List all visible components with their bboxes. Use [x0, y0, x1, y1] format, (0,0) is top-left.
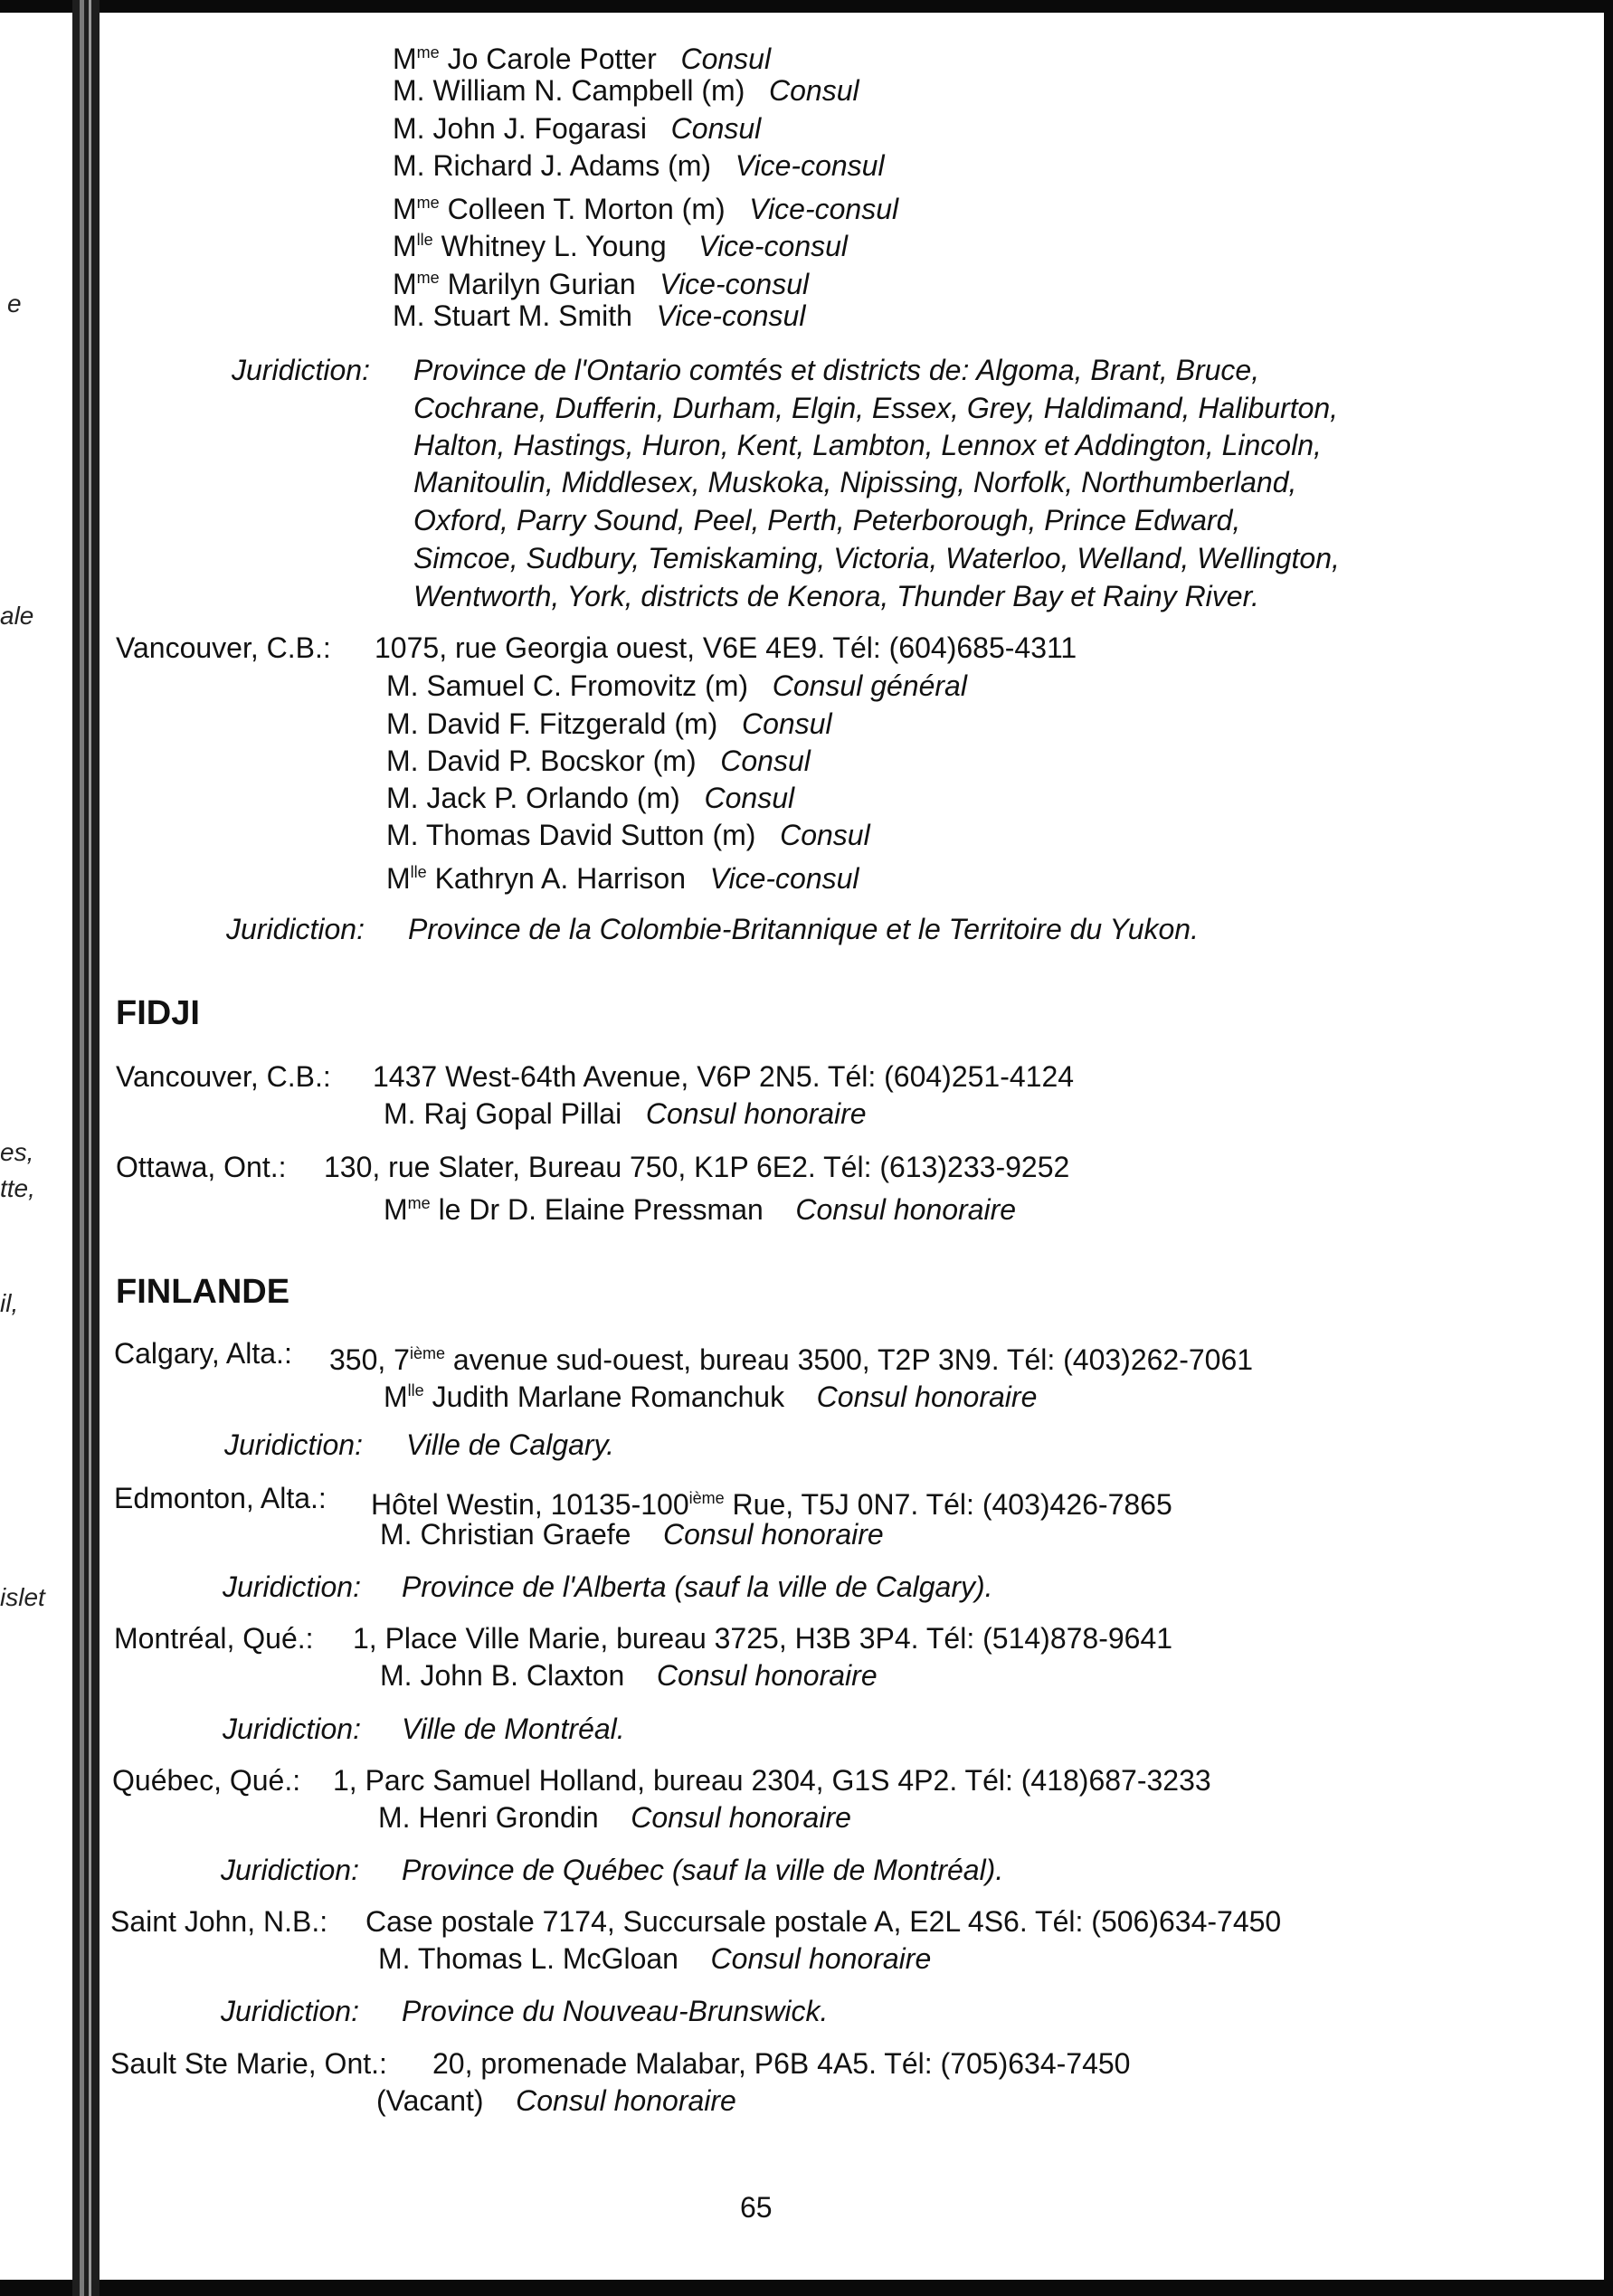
consul-entry: M. John B. Claxton Consul honoraire — [380, 1659, 878, 1692]
consul-entry: $M^{lle}$ Judith Marlane Romanchuk Consul honoraire — [384, 1380, 1038, 1413]
consul-entry: M. Richard J. Adams (m) Vice-consul — [393, 149, 885, 182]
office-city: Calgary, Alta.: — [114, 1337, 292, 1370]
jurisdiction-line: Cochrane, Dufferin, Durham, Elgin, Essex, Grey, Haldimand, Haliburton, — [413, 392, 1339, 424]
office-city: Vancouver, C.B.: — [116, 631, 331, 664]
jurisdiction-label: Juridiction: — [223, 1570, 361, 1603]
consul-entry: $M^{lle}$ Whitney L. Young Vice-consul — [393, 230, 849, 262]
office-address: 20, promenade Malabar, P6B 4A5. Tél: (705)634-7450 — [432, 2047, 1131, 2080]
consul-entry: $M^{me}$ Jo Carole Potter Consul — [393, 43, 772, 75]
consul-entry: M. Raj Gopal Pillai Consul honoraire — [384, 1097, 867, 1130]
margin-fragment: ale — [0, 602, 34, 630]
page-number: 65 — [740, 2191, 773, 2224]
consul-entry: M. Henri Grondin Consul honoraire — [378, 1801, 851, 1834]
margin-fragment: il, — [0, 1289, 19, 1317]
office-address: 1075, rue Georgia ouest, V6E 4E9. Tél: (604)685-4311 — [375, 631, 1077, 664]
consul-entry: M. John J. Fogarasi Consul — [393, 112, 762, 145]
consul-entry: (Vacant) Consul honoraire — [376, 2084, 736, 2117]
book-spine — [72, 0, 100, 2296]
jurisdiction-text: Province de l'Alberta (sauf la ville de Calgary). — [402, 1570, 993, 1603]
consul-entry: $M^{me}$ Marilyn Gurian Vice-consul — [393, 268, 810, 300]
office-address: 1, Place Ville Marie, bureau 3725, H3B 3P4. Tél: (514)878-9641 — [353, 1622, 1173, 1655]
office-address: 1, Parc Samuel Holland, bureau 2304, G1S 4P2. Tél: (418)687-3233 — [333, 1764, 1211, 1797]
consul-entry: M. Samuel C. Fromovitz (m) Consul général — [386, 669, 967, 702]
jurisdiction-line: Halton, Hastings, Huron, Kent, Lambton, Lennox et Addington, Lincoln, — [413, 429, 1322, 461]
jurisdiction-line: Simcoe, Sudbury, Temiskaming, Victoria, Waterloo, Welland, Wellington, — [413, 542, 1340, 574]
office-city: Sault Ste Marie, Ont.: — [110, 2047, 387, 2080]
scan-top-edge — [0, 0, 1613, 13]
margin-fragment: e — [7, 289, 22, 318]
consul-entry: M. Christian Graefe Consul honoraire — [380, 1518, 884, 1551]
jurisdiction-text: Province du Nouveau-Brunswick. — [402, 1995, 829, 2027]
consul-entry: $M^{me}$ Colleen T. Morton (m) Vice-consul — [393, 193, 899, 225]
margin-fragment: tte, — [0, 1174, 35, 1202]
consul-entry: M. David F. Fitzgerald (m) Consul — [386, 707, 832, 740]
jurisdiction-label: Juridiction: — [223, 1713, 361, 1745]
office-city: Montréal, Qué.: — [114, 1622, 314, 1655]
jurisdiction-label: Juridiction: — [226, 913, 365, 945]
margin-fragment: es, — [0, 1138, 34, 1166]
consul-entry: $M^{me}$ le Dr D. Elaine Pressman Consul honoraire — [384, 1193, 1017, 1226]
consul-entry: M. David P. Bocskor (m) Consul — [386, 745, 811, 777]
consul-entry: M. Thomas L. McGloan Consul honoraire — [378, 1942, 932, 1975]
office-city: Vancouver, C.B.: — [116, 1060, 331, 1093]
jurisdiction-line: Wentworth, York, districts de Kenora, Thunder Bay et Rainy River. — [413, 580, 1259, 612]
office-city: Edmonton, Alta.: — [114, 1482, 327, 1514]
jurisdiction-label: Juridiction: — [232, 354, 370, 386]
office-city: Ottawa, Ont.: — [116, 1151, 287, 1183]
consul-entry: M. Jack P. Orlando (m) Consul — [386, 782, 795, 814]
jurisdiction-line: Oxford, Parry Sound, Peel, Perth, Peterborough, Prince Edward, — [413, 504, 1241, 536]
office-city: Québec, Qué.: — [112, 1764, 301, 1797]
jurisdiction-text: Province de la Colombie-Britannique et le Territoire du Yukon. — [408, 913, 1199, 945]
office-address: 130, rue Slater, Bureau 750, K1P 6E2. Tél: (613)233-9252 — [324, 1151, 1070, 1183]
jurisdiction-line: Manitoulin, Middlesex, Muskoka, Nipissing, Norfolk, Northumberland, — [413, 466, 1297, 498]
scan-bottom-edge — [0, 2280, 1613, 2296]
margin-fragment: islet — [0, 1583, 45, 1611]
jurisdiction-text: Ville de Montréal. — [402, 1713, 625, 1745]
consul-entry: M. William N. Campbell (m) Consul — [393, 74, 859, 107]
consul-entry: $M^{lle}$ Kathryn A. Harrison Vice-consul — [386, 862, 859, 895]
jurisdiction-text: Province de Québec (sauf la ville de Montréal). — [402, 1854, 1004, 1886]
jurisdiction-text: Ville de Calgary. — [406, 1428, 615, 1461]
consul-entry: M. Stuart M. Smith Vice-consul — [393, 299, 806, 332]
office-address: 1437 West-64th Avenue, V6P 2N5. Tél: (604)251-4124 — [373, 1060, 1075, 1093]
office-address: Hôtel Westin, 10135-100ième Rue, T5J 0N7. Tél: (403)426-7865 — [371, 1488, 1172, 1521]
jurisdiction-label: Juridiction: — [224, 1428, 363, 1461]
jurisdiction-label: Juridiction: — [221, 1854, 359, 1886]
office-address: 350, 7ième avenue sud-ouest, bureau 3500, T2P 3N9. Tél: (403)262-7061 — [329, 1343, 1254, 1376]
jurisdiction-line: Province de l'Ontario comtés et districts de: Algoma, Brant, Bruce, — [413, 354, 1260, 386]
scan-right-edge — [1604, 0, 1613, 2296]
jurisdiction-label: Juridiction: — [221, 1995, 359, 2027]
office-address: Case postale 7174, Succursale postale A, E2L 4S6. Tél: (506)634-7450 — [365, 1905, 1282, 1938]
country-heading: FINLANDE — [116, 1273, 290, 1311]
country-heading: FIDJI — [116, 994, 200, 1032]
consul-entry: M. Thomas David Sutton (m) Consul — [386, 819, 870, 851]
office-city: Saint John, N.B.: — [110, 1905, 328, 1938]
